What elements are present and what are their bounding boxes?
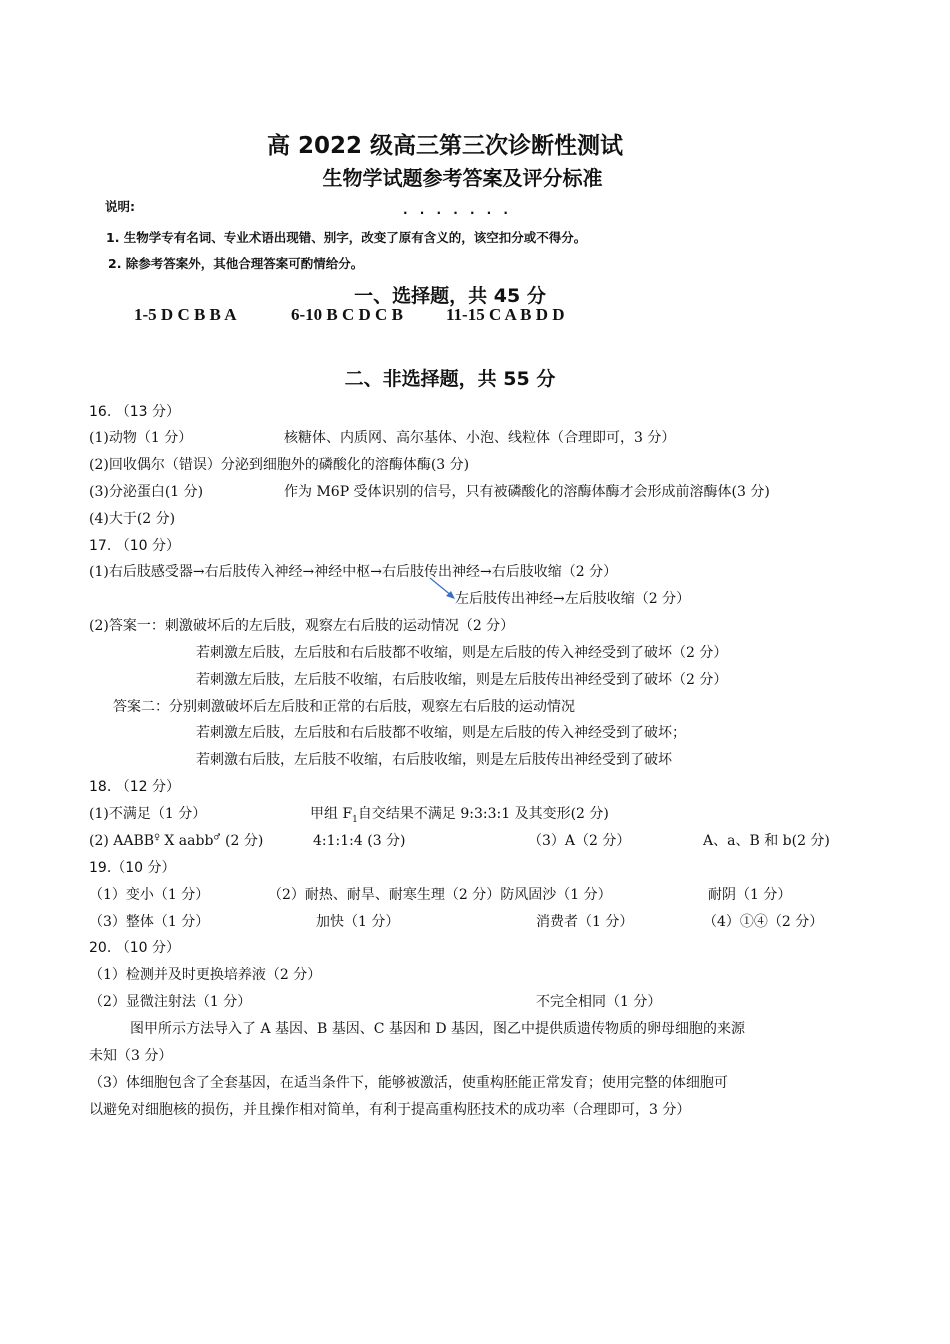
- page-title: 高 2022 级高三第三次诊断性测试: [266, 133, 624, 159]
- q18-line-2a: (2) AABB♀ X aabb♂ (2 分): [89, 832, 264, 849]
- q18-line-1b: 甲组 $F_1$自交结果不满足 9:3:3:1 及其变形(2 分): [310, 806, 609, 825]
- q19-item-2c: 耐阴（1 分）: [708, 887, 792, 903]
- q19-heading: 19.（10 分）: [89, 860, 176, 876]
- page-subtitle: 生物学试题参考答案及评分标准: [322, 166, 603, 190]
- q18-line-2c: （3）A（2 分）: [528, 833, 631, 849]
- q20-line-2b: 不完全相同（1 分）: [536, 994, 662, 1010]
- q17-line-7: 若刺激右后肢，左后肢不收缩，右后肢收缩，则是左后肢传出神经受到了破坏: [196, 752, 672, 768]
- q16-line-1b: 核糖体、内质网、高尔基体、小泡、线粒体（合理即可，3 分）: [284, 430, 676, 446]
- q17-line-6: 若刺激左后肢，左后肢和右后肢都不收缩，则是左后肢的传入神经受到了破坏；: [196, 725, 686, 741]
- section-1-heading: 一、选择题，共 45 分: [354, 285, 546, 307]
- mc-answers-11-15: 11-15 C A B D D: [446, 305, 565, 324]
- q19-item-3: （3）整体（1 分）: [89, 914, 210, 930]
- q16-line-3b: 作为 M6P 受体识别的信号，只有被磷酸化的溶酶体酶才会形成前溶酶体(3 分): [284, 484, 770, 500]
- q19-item-1: （1）变小（1 分）: [89, 887, 210, 903]
- q17-line-1b: 左后肢传出神经→左后肢收缩（2 分）: [455, 591, 691, 607]
- q16-heading: 16. （13 分）: [89, 404, 180, 420]
- q18-line-1a: (1)不满足（1 分）: [89, 806, 207, 822]
- section-2-heading: 二、非选择题，共 55 分: [344, 368, 556, 390]
- q19-item-4: （4）①④（2 分）: [703, 914, 824, 930]
- mc-answers-6-10: 6-10 B C D C B: [291, 305, 403, 324]
- q17-heading: 17. （10 分）: [89, 538, 180, 554]
- q16-line-3a: (3)分泌蛋白(1 分): [89, 484, 204, 500]
- q20-line-2a: （2）显微注射法（1 分）: [89, 994, 252, 1010]
- q20-line-5: （3）体细胞包含了全套基因，在适当条件下，能够被激活，使重构胚能正常发育；使用完整的体细胞可: [89, 1075, 728, 1091]
- q17-line-4: 若刺激左后肢，左后肢不收缩，右后肢收缩，则是左后肢传出神经受到了破坏（2 分）: [196, 672, 728, 688]
- q20-line-6: 以避免对细胞核的损伤，并且操作相对简单，有利于提高重构胚技术的成功率（合理即可，3 分）: [89, 1102, 691, 1118]
- q20-line-1: （1）检测并及时更换培养液（2 分）: [89, 967, 322, 983]
- q20-line-3: 图甲所示方法导入了 A 基因、B 基因、C 基因和 D 基因，图乙中提供质遗传物质的卵母细胞的来源: [130, 1021, 746, 1037]
- q20-heading: 20. （10 分）: [89, 940, 180, 956]
- q17-line-5: 答案二：分别刺激破坏后左后肢和正常的右后肢，观察左右后肢的运动情况: [113, 699, 575, 715]
- note-2: 2. 除参考答案外，其他合理答案可酌情给分。: [108, 256, 364, 271]
- q18-heading: 18. （12 分）: [89, 779, 180, 795]
- q19-item-2: （2）耐热、耐旱、耐寒生理（2 分）防风固沙（1 分）: [268, 887, 612, 903]
- q18-line-2d: A、a、B 和 b(2 分): [703, 833, 830, 849]
- q19-item-3c: 消费者（1 分）: [536, 914, 634, 930]
- branch-arrow-icon: [428, 576, 458, 602]
- q20-line-4: 未知（3 分）: [89, 1048, 173, 1064]
- q16-line-1a: (1)动物（1 分）: [89, 430, 193, 446]
- note-1: 1. 生物学专有名词、专业术语出现错、别字，改变了原有含义的，该空扣分或不得分。: [106, 230, 587, 245]
- notes-label: 说明:: [105, 199, 135, 214]
- q17-line-3: 若刺激左后肢，左后肢和右后肢都不收缩，则是左后肢的传入神经受到了破坏（2 分）: [196, 645, 728, 661]
- q16-line-2: (2)回收偶尔（错误）分泌到细胞外的磷酸化的溶酶体酶(3 分): [89, 457, 470, 473]
- q18-line-2b: 4:1:1:4 (3 分): [313, 833, 406, 849]
- q17-line-1: (1)右后肢感受器→右后肢传入神经→神经中枢→右后肢传出神经→右后肢收缩（2 分）: [89, 564, 618, 580]
- q16-line-4: (4)大于(2 分): [89, 511, 176, 527]
- q19-item-3b: 加快（1 分）: [316, 914, 400, 930]
- emphasis-dots: . . . . . . .: [403, 203, 512, 217]
- q17-line-2: (2)答案一：刺激破坏后的左后肢，观察左右后肢的运动情况（2 分）: [89, 618, 515, 634]
- mc-answers-1-5: 1-5 D C B B A: [134, 305, 237, 324]
